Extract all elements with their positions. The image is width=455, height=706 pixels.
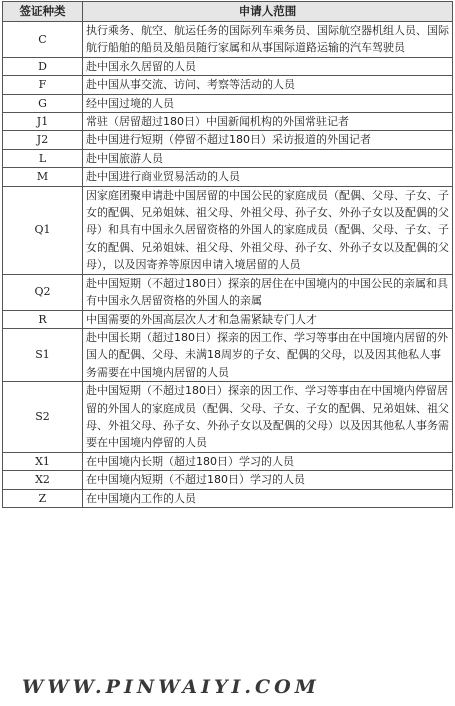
visa-code-cell: X2 [3,471,83,489]
visa-code-cell: L [3,149,83,167]
visa-types-table [2,1,453,508]
applicant-scope-cell: 赴中国进行商业贸易活动的人员 [83,168,453,186]
visa-code-cell: Q2 [3,274,83,310]
table-row [3,328,453,381]
table-row [3,471,453,489]
visa-code-cell: Q1 [3,186,83,274]
applicant-scope-cell: 在中国境内长期（超过180日）学习的人员 [83,452,453,470]
table-row [3,131,453,149]
visa-code-cell: F [3,76,83,94]
applicant-scope-cell: 赴中国永久居留的人员 [83,57,453,75]
visa-code-cell: S1 [3,328,83,381]
applicant-scope-cell: 在中国境内短期（不超过180日）学习的人员 [83,471,453,489]
table-row [3,382,453,453]
header-visa-type: 签证种类 [3,2,83,22]
table-body [3,22,453,508]
applicant-scope-cell: 赴中国从事交流、访问、考察等活动的人员 [83,76,453,94]
table-row [3,76,453,94]
visa-code-cell: S2 [3,382,83,453]
applicant-scope-cell: 常驻（居留超过180日）中国新闻机构的外国常驻记者 [83,113,453,131]
applicant-scope-cell: 因家庭团聚申请赴中国居留的中国公民的家庭成员（配偶、父母、子女、子女的配偶、兄弟姐妹、祖父母、外祖父母、孙子女、外孙子女以及配偶的父母）和具有中国永久居留资格的外国人的家庭成员（配偶、父母、子女、子女的配偶、兄弟姐妹、祖父母、外祖父母、孙子女、外孙子女以及配偶的父母），以及因寄养等原因申请入境居留的人员 [83,186,453,274]
applicant-scope-cell: 在中国境内工作的人员 [83,489,453,507]
applicant-scope-cell: 赴中国短期（不超过180日）探亲的居住在中国境内的中国公民的亲属和具有中国永久居留资格的外国人的亲属 [83,274,453,310]
table-row [3,186,453,274]
table-row [3,57,453,75]
table-row [3,149,453,167]
applicant-scope-cell: 赴中国短期（不超过180日）探亲的因工作、学习等事由在中国境内停留居留的外国人的家庭成员（配偶、父母、子女、子女的配偶、兄弟姐妹、祖父母、外祖父母、孙子女、外孙子女以及配偶的父母）以及因其他私人事务需要在中国境内停留的人员 [83,382,453,453]
visa-code-cell: M [3,168,83,186]
table-row [3,94,453,112]
table-row [3,22,453,58]
visa-code-cell: G [3,94,83,112]
table-row [3,489,453,507]
applicant-scope-cell: 赴中国进行短期（停留不超过180日）采访报道的外国记者 [83,131,453,149]
table-row [3,168,453,186]
table-row [3,113,453,131]
site-watermark: WWW.PINWAIYI.COM [22,676,320,698]
visa-code-cell: C [3,22,83,58]
visa-code-cell: X1 [3,452,83,470]
applicant-scope-cell: 赴中国长期（超过180日）探亲的因工作、学习等事由在中国境内居留的外国人的配偶、父母、未满18周岁的子女、配偶的父母，以及因其他私人事务需要在中国境内居留的人员 [83,328,453,381]
applicant-scope-cell: 执行乘务、航空、航运任务的国际列车乘务员、国际航空器机组人员、国际航行船舶的船员及船员随行家属和从事国际道路运输的汽车驾驶员 [83,22,453,58]
visa-code-cell: J1 [3,113,83,131]
header-row [3,2,453,22]
visa-code-cell: D [3,57,83,75]
visa-code-cell: J2 [3,131,83,149]
applicant-scope-cell: 中国需要的外国高层次人才和急需紧缺专门人才 [83,310,453,328]
applicant-scope-cell: 经中国过境的人员 [83,94,453,112]
header-applicant-scope: 申请人范围 [83,2,453,22]
table-row [3,274,453,310]
visa-code-cell: R [3,310,83,328]
table-row [3,452,453,470]
applicant-scope-cell: 赴中国旅游人员 [83,149,453,167]
table-row [3,310,453,328]
visa-code-cell: Z [3,489,83,507]
